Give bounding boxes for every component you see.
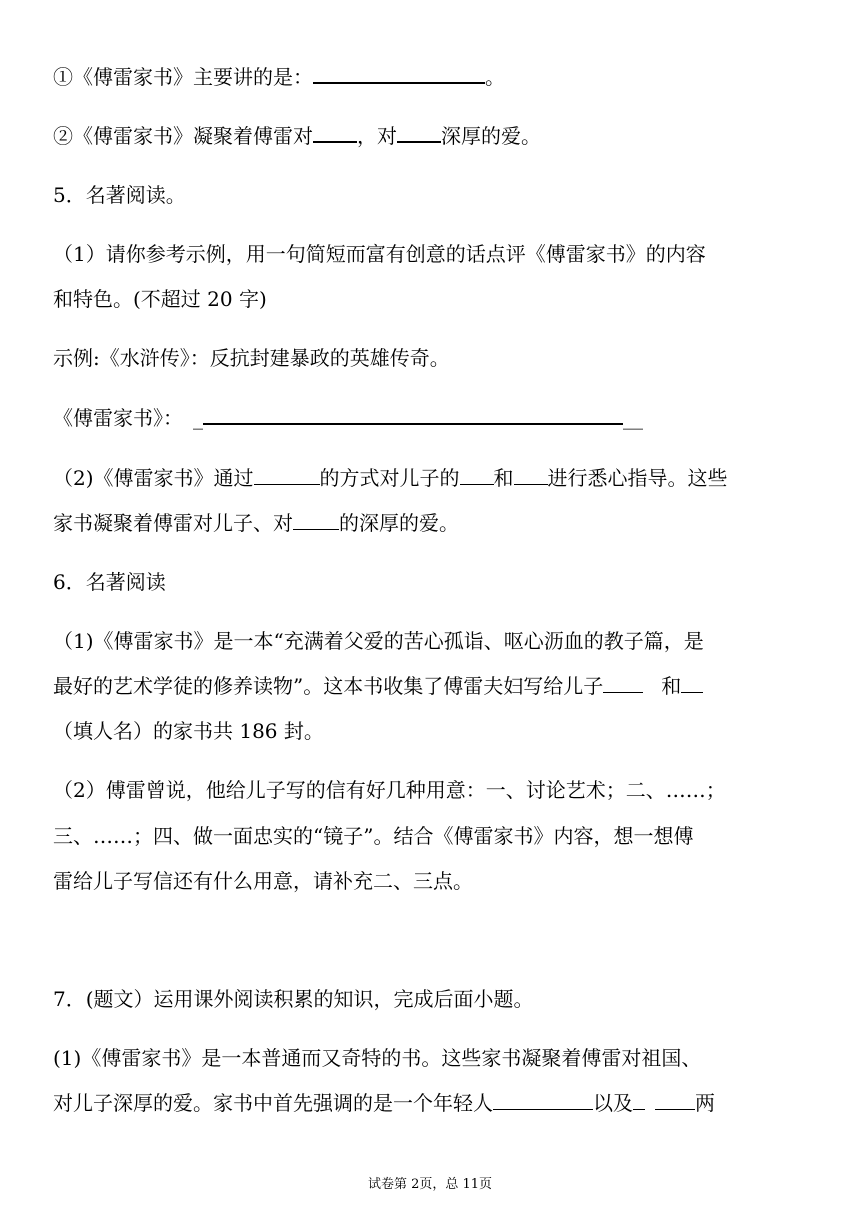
example-line: 示例:《水浒传》：反抗封建暴政的英雄传奇。	[53, 346, 450, 370]
question-5-part-2-cont: 家书凝聚着傅雷对儿子、对 的深厚的爱。	[53, 511, 459, 535]
question-5-part-2: （2)《傅雷家书》通过 的方式对儿子的 和 进行悉心指导。这些	[53, 466, 728, 490]
answer-blank[interactable]	[313, 123, 357, 143]
question-5-title: 5．名著阅读。	[53, 183, 186, 207]
question-6-part-1-end: （填人名）的家书共 186 封。	[53, 719, 324, 743]
question-4-item-1: ①《傅雷家书》主要讲的是： 。	[53, 65, 505, 89]
answer-blank[interactable]	[603, 674, 643, 693]
page-footer: 试卷第 2页，总 11页	[367, 1177, 493, 1192]
answer-blank[interactable]	[493, 1091, 593, 1110]
question-7-title: 7．(题文）运用课外阅读积累的知识，完成后面小题。	[53, 987, 534, 1011]
item-1-text: ①《傅雷家书》主要讲的是：	[53, 65, 313, 89]
answer-blank[interactable]	[514, 466, 548, 485]
question-6-part-2-cont: 三、……；四、做一面忠实的“镜子”。结合《傅雷家书》内容，想一想傅	[53, 824, 694, 848]
question-5-part-1: （1）请你参考示例，用一句简短而富有创意的话点评《傅雷家书》的内容	[53, 242, 706, 266]
answer-line: 《傅雷家书》： _ __	[53, 406, 643, 430]
answer-blank[interactable]	[460, 466, 494, 485]
question-6-part-2-end: 雷给儿子写信还有什么用意，请补充二、三点。	[53, 869, 473, 893]
question-6-title: 6．名著阅读	[53, 570, 166, 594]
answer-blank[interactable]	[203, 405, 623, 425]
answer-blank[interactable]	[681, 674, 703, 693]
question-6-part-1-cont: 最好的艺术学徒的修养读物”。这本书收集了傅雷夫妇写给儿子 和	[53, 673, 820, 699]
answer-blank[interactable]	[633, 1091, 645, 1110]
question-7-part-1: (1)《傅雷家书》是一本普通而又奇特的书。这些家书凝聚着傅雷对祖国、	[53, 1046, 702, 1070]
answer-blank[interactable]	[397, 123, 441, 143]
question-6-part-1: （1)《傅雷家书》是一本“充满着父爱的苦心孤诣、呕心沥血的教子篇，是	[53, 629, 704, 653]
question-4-item-2: ②《傅雷家书》凝聚着傅雷对 ，对 深厚的爱。	[53, 124, 541, 148]
question-6-part-2: （2）傅雷曾说，他给儿子写的信有好几种用意：一、讨论艺术；二、……；	[53, 778, 726, 802]
question-7-part-1-cont: 对儿子深厚的爱。家书中首先强调的是一个年轻人 以及 两	[53, 1091, 715, 1115]
question-5-part-1-cont: 和特色。(不超过 20 字)	[53, 287, 267, 311]
answer-blank[interactable]	[254, 466, 320, 485]
answer-blank[interactable]	[313, 64, 485, 84]
answer-blank[interactable]	[293, 511, 339, 530]
answer-blank[interactable]	[655, 1091, 695, 1110]
